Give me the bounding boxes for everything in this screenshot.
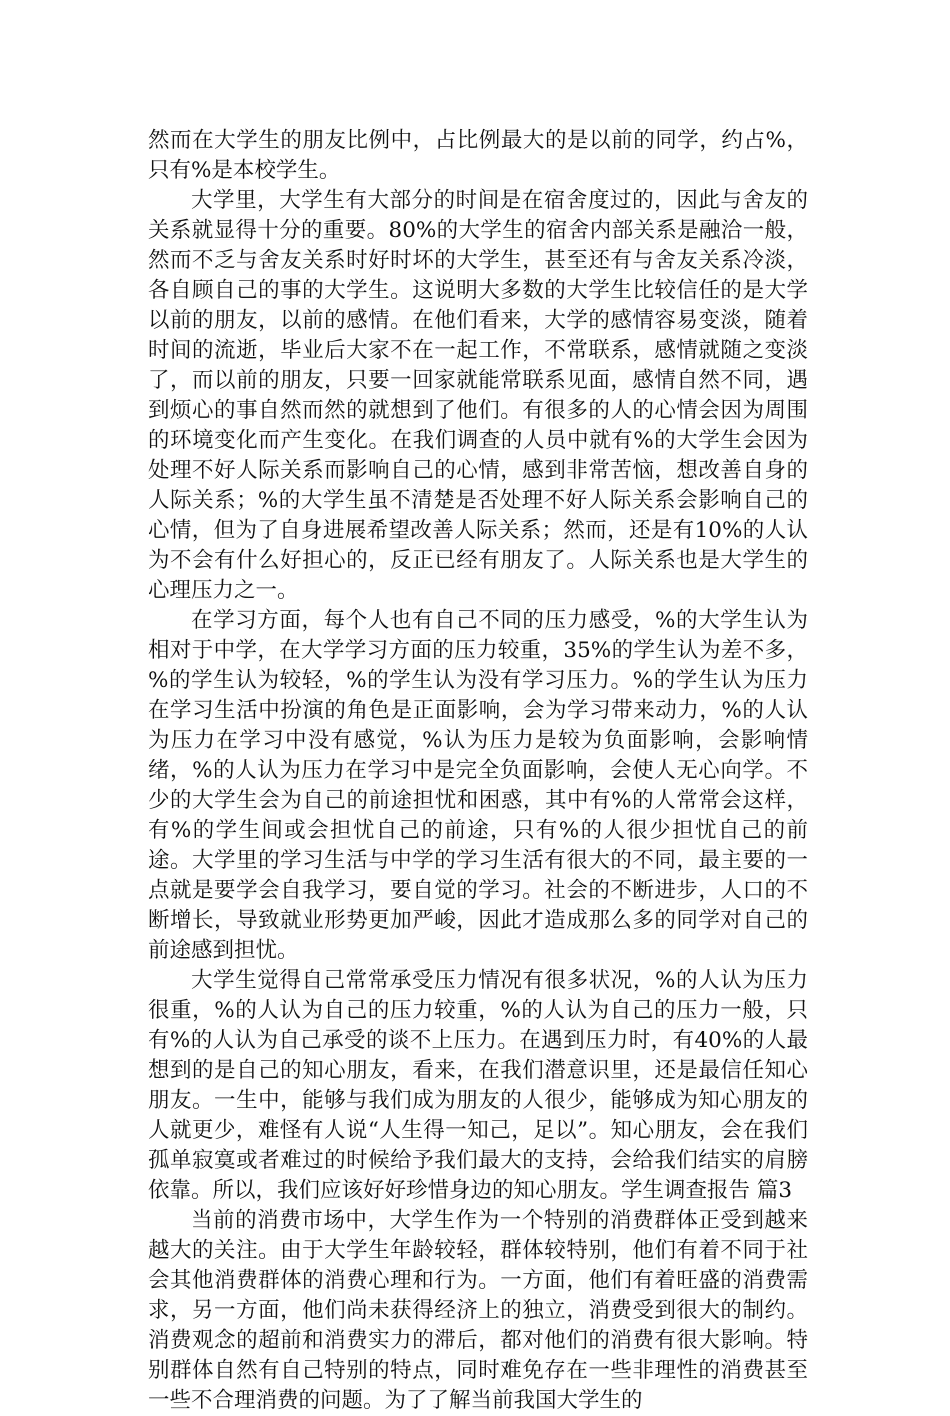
paragraph-3: 在学习方面，每个人也有自己不同的压力感受，%的大学生认为相对于中学，在大学学习方面的压力较重，35%的学生认为差不多，%的学生认为较轻，%的学生认为没有学习压力。%的学生认为压力在学习生活中扮演的角色是正面影响，会为学习带来动力，%的人认为压力在学习中没有感觉，%认为压力是较为负面影响，会影响情绪，%的人认为压力在学习中是完全负面影响，会使人无心向学。不少的大学生会为自己的前途担忧和困惑，其中有%的人常常会这样，有%的学生间或会担忧自己的前途，只有%的人很少担忧自己的前途。大学里的学习生活与中学的学习生活有很大的不同，最主要的一点就是要学会自我学习，要自觉的学习。社会的不断进步，人口的不断增长，导致就业形势更加严峻，因此才造成那么多的同学对自己的前途感到担忧。: [148, 608, 808, 963]
paragraph-5: 当前的消费市场中，大学生作为一个特别的消费群体正受到越来越大的关注。由于大学生年龄较轻，群体较特别，他们有着不同于社会其他消费群体的消费心理和行为。一方面，他们有着旺盛的消费需求，另一方面，他们尚未获得经济上的独立，消费受到很大的制约。消费观念的超前和消费实力的滞后，都对他们的消费有很大影响。特别群体自然有自己特别的特点，同时难免存在一些非理性的消费甚至一些不合理消费的问题。为了了解当前我国大学生的: [148, 1208, 808, 1413]
paragraph-1: 然而在大学生的朋友比例中，占比例最大的是以前的同学，约占%，只有%是本校学生。: [148, 128, 808, 183]
paragraph-4: 大学生觉得自己常常承受压力情况有很多状况，%的人认为压力很重，%的人认为自己的压力较重，%的人认为自己的压力一般，只有%的人认为自己承受的谈不上压力。在遇到压力时，有40%的人最想到的是自己的知心朋友，看来，在我们潜意识里，还是最信任知心朋友。一生中，能够与我们成为朋友的人很少，能够成为知心朋友的人就更少，难怪有人说“人生得一知己，足以”。知心朋友，会在我们孤单寂寞或者难过的时候给予我们最大的支持，会给我们结实的肩膀依靠。所以，我们应该好好珍惜身边的知心朋友。学生调查报告 篇3: [148, 968, 808, 1203]
paragraph-2: 大学里，大学生有大部分的时间是在宿舍度过的，因此与舍友的关系就显得十分的重要。80%的大学生的宿舍内部关系是融洽一般，然而不乏与舍友关系时好时坏的大学生，甚至还有与舍友关系冷淡，各自顾自己的事的大学生。这说明大多数的大学生比较信任的是大学以前的朋友，以前的感情。在他们看来，大学的感情容易变淡，随着时间的流逝，毕业后大家不在一起工作，不常联系，感情就随之变淡了，而以前的朋友，只要一回家就能常联系见面，感情自然不同，遇到烦心的事自然而然的就想到了他们。有很多的人的心情会因为周围的环境变化而产生变化。在我们调查的人员中就有%的大学生会因为处理不好人际关系而影响自己的心情，感到非常苦恼，想改善自身的人际关系；%的大学生虽不清楚是否处理不好人际关系会影响自己的心情，但为了自身进展希望改善人际关系；然而，还是有10%的人认为不会有什么好担心的，反正已经有朋友了。人际关系也是大学生的心理压力之一。: [148, 188, 808, 603]
document-body: [148, 126, 808, 1416]
